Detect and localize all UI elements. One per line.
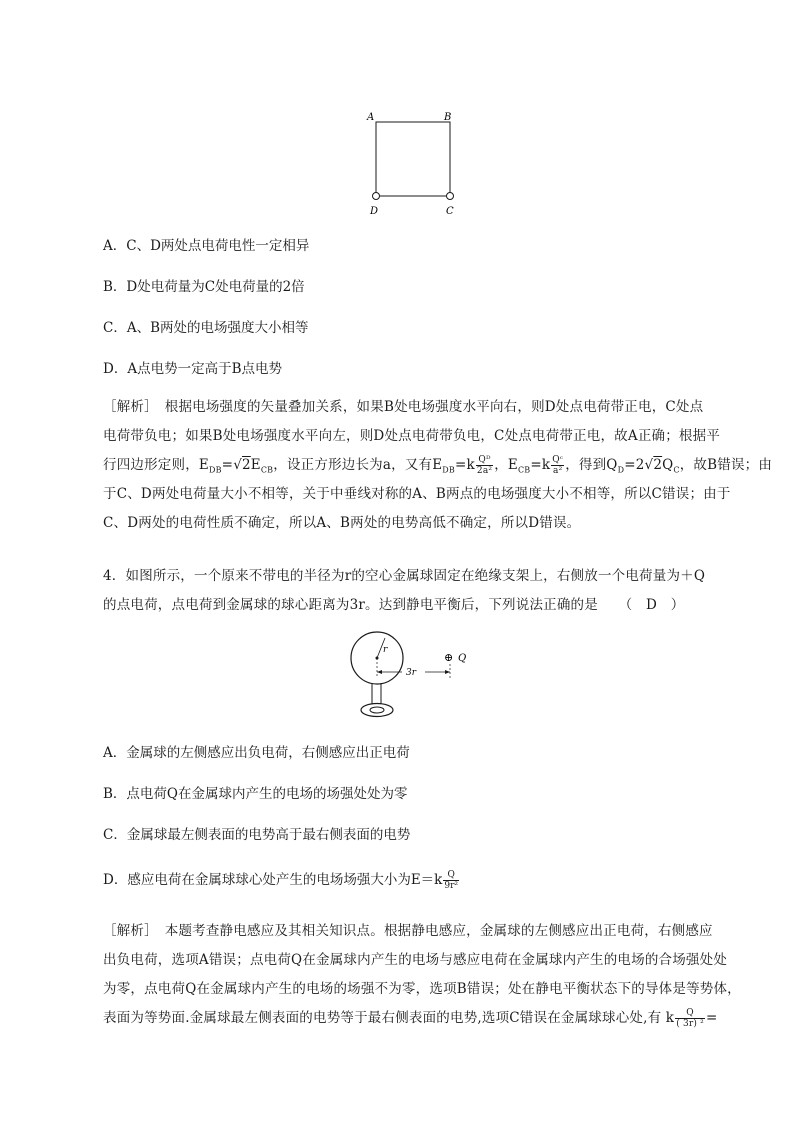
- fraction-ecb: $\frac{\text{Qᶜ}}{\text{a²}}$: [552, 455, 564, 476]
- q4-analysis-line-4: 表面为等势面.金属球最左侧表面的电势等于最右侧表面的电势,选项C错误在金属球球心处,有 k $\frac{Q}{\text{( 3r) ²}}$ =: [103, 1008, 718, 1029]
- q4-stem-line-1: 4．如图所示，一个原来不带电的半径为r的空心金属球固定在绝缘支架上，右侧放一个电荷量为＋Q: [103, 568, 706, 584]
- point-charge-label: Q: [458, 653, 467, 664]
- q4-analysis-line-3: 为零，点电荷Q在金属球内产生的电场的场强不为零，选项B错误；处在静电平衡状态下的导体是等势体，: [103, 981, 741, 997]
- label-d: D: [370, 206, 379, 217]
- fraction-q-3r2: $\frac{Q}{\text{( 3r) ²}}$: [676, 1008, 704, 1029]
- sphere-figure: [345, 630, 475, 722]
- q3-analysis: [103, 397, 773, 542]
- radius-label: r: [383, 645, 388, 655]
- q3-analysis-line-2: 电荷带负电；如果B处电场强度水平向左，则D处点电荷带负电，C处点电荷带正电，故A正确；根据平: [103, 428, 721, 444]
- label-a: A: [367, 112, 375, 123]
- stand-base-inner: [370, 707, 384, 713]
- fraction-q-9r2: $\frac{Q}{\text{9r²}}$: [444, 870, 458, 891]
- q3-analysis-line-1: ［解析］ 根据电场强度的矢量叠加关系，如果B处电场强度水平向右，则D处点电荷带正电，C处点: [103, 399, 704, 415]
- q3-option-b: B．D处电荷量为C处电荷量的2倍: [103, 279, 305, 295]
- point-charge-icon: ⊕: [444, 651, 454, 664]
- fraction-edb: $\frac{\text{Qᴰ}}{\text{2a²}}$: [476, 455, 493, 476]
- square-outline: [376, 122, 450, 196]
- q3-option-a: A．C、D两处点电荷电性一定相异: [103, 238, 310, 254]
- arrowhead-right: [445, 670, 450, 674]
- charge-d-circle: [373, 193, 380, 200]
- q4-stem-line-2: 的点电荷，点电荷到金属球的球心距离为3r。达到静电平衡后，下列说法正确的是 （ D ）: [103, 597, 685, 613]
- q3-analysis-line-4: 于C、D两处电荷量大小不相等，关于中垂线对称的A、B两点的电场强度大小不相等，所以C错误；由于: [103, 486, 731, 502]
- square-figure: [362, 108, 462, 218]
- q4-analysis-line-1: ［解析］ 本题考查静电感应及其相关知识点。根据静电感应，金属球的左侧感应出正电荷，右侧感应: [103, 923, 713, 939]
- q4-stem: [103, 566, 713, 624]
- charge-c-circle: [447, 193, 454, 200]
- q3-analysis-line-3: 行四边形定则，$E_{DB}=√2E_{CB}$，设正方形边长为a，又有$E_{DB}=k$ $\frac{\text{Qᴰ}}{\text{2a²}}$ ，$E_{CB}=k$ $\frac{\text{Qᶜ}}{\text{a²}}$ ，得到$Q_D=2√2Q_C$，故B错误；由: [103, 455, 773, 476]
- q4-analysis-line-2: 出负电荷，选项A错误；点电荷Q在金属球内产生的电场与感应电荷在金属球内产生的电场的合场强处处: [103, 952, 728, 968]
- q4-option-c: C．金属球最左侧表面的电势高于最右侧表面的电势: [103, 827, 411, 843]
- q3-analysis-line-5: C、D两处的电荷性质不确定，所以A、B两处的电势高低不确定，所以D错误。: [103, 515, 581, 531]
- q4-option-b: B．点电荷Q在金属球内产生的电场的场强处处为零: [103, 786, 408, 802]
- label-c: C: [446, 206, 454, 217]
- distance-label: 3r: [406, 668, 417, 678]
- label-b: B: [444, 112, 452, 123]
- q4-option-a: A．金属球的左侧感应出负电荷，右侧感应出正电荷: [103, 745, 410, 761]
- q4-option-d: D．感应电荷在金属球球心处产生的电场场强大小为E＝k $\frac{Q}{\text{9r²}}$: [103, 870, 458, 891]
- q3-option-c: C．A、B两处的电场强度大小相等: [103, 320, 309, 336]
- q4-analysis: [103, 921, 741, 1037]
- q3-option-d: D．A点电势一定高于B点电势: [103, 361, 282, 377]
